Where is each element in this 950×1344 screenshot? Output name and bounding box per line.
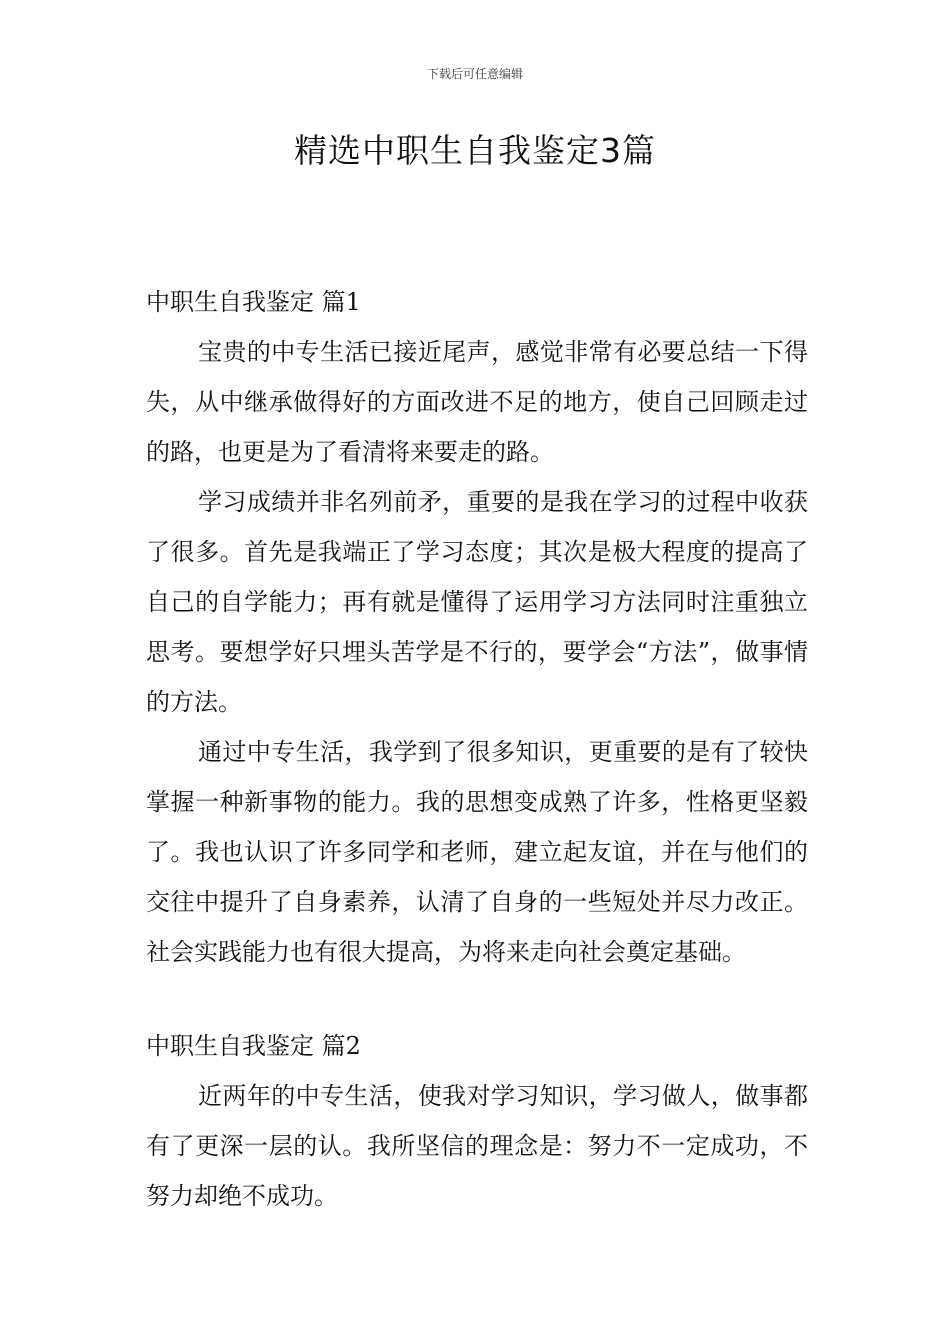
header-note: 下载后可任意编辑 xyxy=(426,67,523,81)
paragraph: 通过中专生活，我学到了很多知识，更重要的是有了较快掌握一种新事物的能力。我的思想变成熟了许多，性格更坚毅了。我也认识了许多同学和老师，建立起友谊，并在与他们的交往中提升了自身素养，认清了自身的一些短处并尽力改正。社会实践能力也有很大提高，为将来走向社会奠定基础。 xyxy=(146,738,808,966)
paragraph: 学习成绩并非名列前矛，重要的是我在学习的过程中收获了很多。首先是我端正了学习态度；其次是极大程度的提高了自己的自学能力；再有就是懂得了运用学习方法同时注重独立思考。要想学好只埋头苦学是不行的，要学会“方法”，做事情的方法。 xyxy=(146,488,808,716)
section-2 xyxy=(146,1021,808,1221)
section-heading: 中职生自我鉴定 篇2 xyxy=(146,1032,361,1060)
section-1 xyxy=(146,277,808,977)
paragraph: 宝贵的中专生活已接近尾声，感觉非常有必要总结一下得失，从中继承做得好的方面改进不足的地方，使自己回顾走过的路，也更是为了看清将来要走的路。 xyxy=(146,338,808,466)
section-heading: 中职生自我鉴定 篇1 xyxy=(146,288,361,316)
document-title: 精选中职生自我鉴定3篇 xyxy=(294,131,656,170)
paragraph: 近两年的中专生活，使我对学习知识，学习做人，做事都有了更深一层的认。我所坚信的理念是：努力不一定成功，不努力却绝不成功。 xyxy=(146,1082,808,1210)
